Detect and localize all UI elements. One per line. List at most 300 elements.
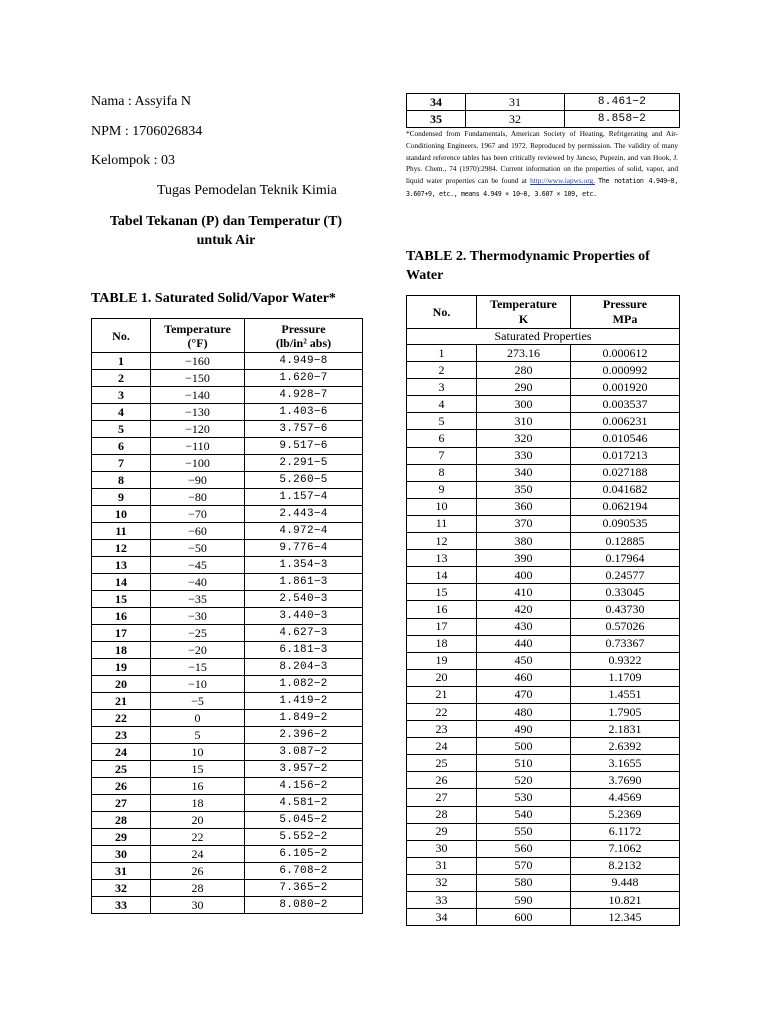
table1-cell-pressure: 3.757−6 — [245, 421, 363, 438]
table2-row — [407, 892, 680, 909]
table1-cell-no: 7 — [92, 455, 151, 472]
table1-cell-pressure: 1.354−3 — [245, 557, 363, 574]
table2-row — [407, 806, 680, 823]
table2-row — [407, 533, 680, 550]
table2-cell-no: 23 — [407, 721, 477, 738]
table1-cell-no: 15 — [92, 591, 151, 608]
table2-row — [407, 840, 680, 857]
table2-cell-temperature: 430 — [477, 618, 571, 635]
table1-cell-no: 6 — [92, 438, 151, 455]
table2-cell-no: 24 — [407, 738, 477, 755]
table1-header-pressure: Pressure (lb/in² abs) — [245, 319, 363, 353]
table1-cell-pressure: 5.045−2 — [245, 812, 363, 829]
table1-cell-pressure: 1.419−2 — [245, 693, 363, 710]
table1-cell-no: 2 — [92, 370, 151, 387]
iapws-link[interactable]: http://www.iapws.org. — [530, 176, 595, 186]
table2-row — [407, 447, 680, 464]
table2-caption-line2: Water — [406, 268, 444, 283]
table1-row — [92, 574, 363, 591]
table2-row — [407, 498, 680, 515]
table2-cell-pressure: 0.33045 — [571, 584, 680, 601]
table1-row — [92, 404, 363, 421]
table2-cell-no: 12 — [407, 533, 477, 550]
assignment-title: Tugas Pemodelan Teknik Kimia — [157, 183, 337, 198]
table2-cell-pressure: 0.73367 — [571, 635, 680, 652]
table2-row — [407, 362, 680, 379]
table1-cell-no: 3 — [92, 387, 151, 404]
table2 — [406, 295, 680, 926]
table1-row — [92, 557, 363, 574]
table2-cell-pressure: 0.001920 — [571, 379, 680, 396]
table1-cell-no: 29 — [92, 829, 151, 846]
table2-cell-pressure: 0.43730 — [571, 601, 680, 618]
table1-cell-no: 21 — [92, 693, 151, 710]
table2-cell-no: 29 — [407, 823, 477, 840]
table2-cell-pressure: 3.1655 — [571, 755, 680, 772]
table1-cell-pressure: 2.291−5 — [245, 455, 363, 472]
table2-cell-no: 21 — [407, 686, 477, 703]
table1 — [91, 318, 363, 914]
table1-cell-temperature: −90 — [151, 472, 245, 489]
table1-row — [92, 353, 363, 370]
table2-row — [407, 789, 680, 806]
table2-cell-pressure: 0.000612 — [571, 345, 680, 362]
table2-cell-pressure: 0.57026 — [571, 618, 680, 635]
table2-cell-temperature: 450 — [477, 652, 571, 669]
table1-cell-pressure: 4.627−3 — [245, 625, 363, 642]
table1-cell-temperature: −160 — [151, 353, 245, 370]
table2-row — [407, 618, 680, 635]
table2-cell-pressure: 0.062194 — [571, 498, 680, 515]
table1-cell-pressure: 1.861−3 — [245, 574, 363, 591]
document-title-line1: Tabel Tekanan (P) dan Temperatur (T) — [109, 214, 343, 229]
table1-row — [92, 846, 363, 863]
table2-header-temperature: Temperature K — [477, 296, 571, 329]
document-title-line2: untuk Air — [196, 233, 256, 248]
table1-row — [92, 897, 363, 914]
table2-cell-temperature: 580 — [477, 874, 571, 891]
table1-cell-temperature: −50 — [151, 540, 245, 557]
table2-row — [407, 515, 680, 532]
table2-row — [407, 635, 680, 652]
table1-cell-pressure: 4.928−7 — [245, 387, 363, 404]
table1-cell-temperature: 5 — [151, 727, 245, 744]
table2-cell-temperature: 500 — [477, 738, 571, 755]
table1-cell-temperature: −10 — [151, 676, 245, 693]
table2-cell-temperature: 540 — [477, 806, 571, 823]
table1-row — [92, 455, 363, 472]
table2-row — [407, 430, 680, 447]
table2-cell-pressure: 9.448 — [571, 874, 680, 891]
table2-cell-pressure: 12.345 — [571, 909, 680, 926]
table2-cell-no: 32 — [407, 874, 477, 891]
table1-cell-temperature: −15 — [151, 659, 245, 676]
table2-cell-temperature: 410 — [477, 584, 571, 601]
table1-cell-no: 1 — [92, 353, 151, 370]
table2-cell-temperature: 340 — [477, 464, 571, 481]
table1-cell-temperature: −45 — [151, 557, 245, 574]
table1-cell-no: 23 — [92, 727, 151, 744]
table2-cell-temperature: 550 — [477, 823, 571, 840]
table2-cell-pressure: 0.090535 — [571, 515, 680, 532]
table2-header-no: No. — [407, 296, 477, 329]
table1-row — [92, 744, 363, 761]
table2-cell-temperature: 420 — [477, 601, 571, 618]
table2-cell-pressure: 0.041682 — [571, 481, 680, 498]
table2-cell-pressure: 0.17964 — [571, 550, 680, 567]
table2-caption-line1: TABLE 2. Thermodynamic Properties of — [406, 249, 650, 264]
table1-row — [92, 676, 363, 693]
table1-cell-temperature: 28 — [151, 880, 245, 897]
table1-continued-cell-no: 34 — [407, 94, 466, 111]
table1-cell-temperature: 20 — [151, 812, 245, 829]
table2-cell-no: 4 — [407, 396, 477, 413]
table2-cell-pressure: 3.7690 — [571, 772, 680, 789]
table1-cell-temperature: 26 — [151, 863, 245, 880]
table1-row — [92, 812, 363, 829]
table1-cell-no: 25 — [92, 761, 151, 778]
table2-cell-temperature: 600 — [477, 909, 571, 926]
table1-row — [92, 472, 363, 489]
table2-cell-temperature: 530 — [477, 789, 571, 806]
table1-row — [92, 370, 363, 387]
table1-row — [92, 880, 363, 897]
table1-cell-no: 28 — [92, 812, 151, 829]
table1-cell-pressure: 1.157−4 — [245, 489, 363, 506]
table1-cell-pressure: 9.517−6 — [245, 438, 363, 455]
table2-cell-temperature: 290 — [477, 379, 571, 396]
table2-cell-no: 11 — [407, 515, 477, 532]
table1-continued-body — [407, 94, 680, 128]
table1-row — [92, 387, 363, 404]
table2-row — [407, 738, 680, 755]
table2-cell-pressure: 0.003537 — [571, 396, 680, 413]
table1-cell-no: 16 — [92, 608, 151, 625]
table1-continued-cell-temperature: 31 — [466, 94, 565, 111]
table2-row — [407, 823, 680, 840]
table2-cell-no: 7 — [407, 447, 477, 464]
table2-cell-temperature: 590 — [477, 892, 571, 909]
table2-cell-no: 19 — [407, 652, 477, 669]
table1-cell-temperature: 0 — [151, 710, 245, 727]
table1-row — [92, 863, 363, 880]
table2-cell-temperature: 490 — [477, 721, 571, 738]
table2-cell-no: 33 — [407, 892, 477, 909]
table1-cell-pressure: 5.552−2 — [245, 829, 363, 846]
table1-cell-temperature: −120 — [151, 421, 245, 438]
table2-cell-pressure: 0.12885 — [571, 533, 680, 550]
table2-row — [407, 703, 680, 720]
table1-cell-pressure: 6.105−2 — [245, 846, 363, 863]
table2-cell-pressure: 0.006231 — [571, 413, 680, 430]
table2-row — [407, 652, 680, 669]
table1-cell-no: 24 — [92, 744, 151, 761]
table1-row — [92, 710, 363, 727]
table2-cell-temperature: 380 — [477, 533, 571, 550]
table2-cell-no: 18 — [407, 635, 477, 652]
table2-row — [407, 755, 680, 772]
table1-cell-pressure: 6.708−2 — [245, 863, 363, 880]
table1-row — [92, 778, 363, 795]
table1-cell-pressure: 2.443−4 — [245, 506, 363, 523]
table1-cell-pressure: 1.849−2 — [245, 710, 363, 727]
table1-cell-temperature: −30 — [151, 608, 245, 625]
table2-cell-no: 26 — [407, 772, 477, 789]
table1-cell-temperature: 22 — [151, 829, 245, 846]
table1-cell-no: 26 — [92, 778, 151, 795]
table2-cell-no: 25 — [407, 755, 477, 772]
table2-cell-no: 15 — [407, 584, 477, 601]
table2-row — [407, 379, 680, 396]
table1-header-no: No. — [92, 319, 151, 353]
table2-cell-no: 8 — [407, 464, 477, 481]
table2-cell-temperature: 273.16 — [477, 345, 571, 362]
table2-cell-temperature: 400 — [477, 567, 571, 584]
table1-row — [92, 693, 363, 710]
table2-cell-pressure: 8.2132 — [571, 857, 680, 874]
table2-cell-pressure: 0.017213 — [571, 447, 680, 464]
table1-cell-pressure: 4.949−8 — [245, 353, 363, 370]
table1-cell-no: 20 — [92, 676, 151, 693]
table1-cell-no: 18 — [92, 642, 151, 659]
table1-cell-pressure: 5.260−5 — [245, 472, 363, 489]
table1-row — [92, 540, 363, 557]
table2-cell-temperature: 570 — [477, 857, 571, 874]
table2-cell-pressure: 10.821 — [571, 892, 680, 909]
table1-cell-pressure: 3.087−2 — [245, 744, 363, 761]
table2-cell-temperature: 370 — [477, 515, 571, 532]
table2-cell-temperature: 440 — [477, 635, 571, 652]
table2-cell-temperature: 350 — [477, 481, 571, 498]
table2-row — [407, 550, 680, 567]
table2-cell-temperature: 360 — [477, 498, 571, 515]
table1-row — [92, 642, 363, 659]
table1-row — [92, 625, 363, 642]
table1-cell-pressure: 4.581−2 — [245, 795, 363, 812]
table1-continued — [406, 93, 680, 128]
table1-cell-pressure: 2.396−2 — [245, 727, 363, 744]
table2-cell-no: 34 — [407, 909, 477, 926]
table2-cell-no: 5 — [407, 413, 477, 430]
table2-cell-temperature: 390 — [477, 550, 571, 567]
table1-row — [92, 421, 363, 438]
table1-cell-no: 4 — [92, 404, 151, 421]
table1-cell-temperature: −80 — [151, 489, 245, 506]
table2-row — [407, 345, 680, 362]
table2-cell-temperature: 520 — [477, 772, 571, 789]
table1-row — [92, 591, 363, 608]
table2-cell-pressure: 2.6392 — [571, 738, 680, 755]
table2-cell-pressure: 6.1172 — [571, 823, 680, 840]
table1-cell-temperature: −150 — [151, 370, 245, 387]
table2-cell-pressure: 1.4551 — [571, 686, 680, 703]
table2-row — [407, 567, 680, 584]
table2-cell-pressure: 0.000992 — [571, 362, 680, 379]
table2-cell-pressure: 5.2369 — [571, 806, 680, 823]
table2-cell-temperature: 510 — [477, 755, 571, 772]
footnote-notation: The notation 4.949−8, 3.607+9, etc., means 4.949 × 10−8, 3.607 × 109, etc. — [406, 177, 678, 198]
document-title — [91, 212, 361, 250]
table1-cell-temperature: −140 — [151, 387, 245, 404]
table2-row — [407, 669, 680, 686]
table1-cell-temperature: −20 — [151, 642, 245, 659]
table1-caption: TABLE 1. Saturated Solid/Vapor Water* — [91, 291, 336, 306]
table1-cell-no: 12 — [92, 540, 151, 557]
table2-row — [407, 857, 680, 874]
table1-cell-pressure: 7.365−2 — [245, 880, 363, 897]
table1-cell-pressure: 8.204−3 — [245, 659, 363, 676]
table2-cell-pressure: 0.9322 — [571, 652, 680, 669]
table2-cell-no: 10 — [407, 498, 477, 515]
table1-cell-no: 14 — [92, 574, 151, 591]
table1-cell-temperature: −130 — [151, 404, 245, 421]
table1-cell-pressure: 6.181−3 — [245, 642, 363, 659]
table1-cell-pressure: 1.403−6 — [245, 404, 363, 421]
footnote-text: *Condensed from Fundamentals, American Society of Heating, Refrigerating and Air-Conditioning Engineers, 1967 and 1972. Reproduced by permission. The validity of many standard reference tables has been critically reviewed by Jancso, Pupezin, and van Hook, J. Phys. Chem., 74 (1970):2984. Current information on the properties of solid, vapor, and liquid water properties can be found at — [406, 129, 678, 186]
table1-cell-no: 30 — [92, 846, 151, 863]
table1-cell-no: 17 — [92, 625, 151, 642]
table1-cell-no: 27 — [92, 795, 151, 812]
table1-cell-pressure: 8.080−2 — [245, 897, 363, 914]
table1-cell-no: 10 — [92, 506, 151, 523]
table2-cell-temperature: 300 — [477, 396, 571, 413]
table2-row — [407, 464, 680, 481]
table2-body — [407, 329, 680, 926]
table2-cell-no: 9 — [407, 481, 477, 498]
table2-cell-temperature: 560 — [477, 840, 571, 857]
table1-cell-temperature: −25 — [151, 625, 245, 642]
table2-cell-no: 31 — [407, 857, 477, 874]
table1-cell-temperature: 16 — [151, 778, 245, 795]
table2-row — [407, 601, 680, 618]
table1-cell-temperature: 24 — [151, 846, 245, 863]
table1-body — [92, 353, 363, 914]
table2-cell-no: 16 — [407, 601, 477, 618]
table1-row — [92, 438, 363, 455]
table2-cell-temperature: 310 — [477, 413, 571, 430]
table2-cell-pressure: 0.027188 — [571, 464, 680, 481]
table1-cell-temperature: 30 — [151, 897, 245, 914]
table1-continued-cell-pressure: 8.858−2 — [565, 111, 680, 128]
table1-row — [92, 761, 363, 778]
table2-row — [407, 584, 680, 601]
table2-cell-temperature: 470 — [477, 686, 571, 703]
table1-cell-pressure: 4.972−4 — [245, 523, 363, 540]
table1-cell-temperature: −35 — [151, 591, 245, 608]
table1-header-temperature: Temperature (°F) — [151, 319, 245, 353]
table1-cell-no: 33 — [92, 897, 151, 914]
student-npm: NPM : 1706026834 — [91, 124, 203, 139]
table2-cell-pressure: 4.4569 — [571, 789, 680, 806]
table2-cell-no: 28 — [407, 806, 477, 823]
table2-section-label: Saturated Properties — [407, 329, 680, 345]
table2-row — [407, 772, 680, 789]
table1-continued-cell-no: 35 — [407, 111, 466, 128]
table2-cell-pressure: 2.1831 — [571, 721, 680, 738]
table1-cell-pressure: 2.540−3 — [245, 591, 363, 608]
table2-row — [407, 686, 680, 703]
table1-cell-pressure: 1.082−2 — [245, 676, 363, 693]
footnote — [406, 128, 678, 201]
table1-row — [92, 506, 363, 523]
table1-cell-no: 22 — [92, 710, 151, 727]
table1-cell-no: 8 — [92, 472, 151, 489]
table1-continued-cell-pressure: 8.461−2 — [565, 94, 680, 111]
table2-cell-no: 2 — [407, 362, 477, 379]
table1-row — [92, 795, 363, 812]
table1-cell-pressure: 4.156−2 — [245, 778, 363, 795]
table1-cell-pressure: 1.620−7 — [245, 370, 363, 387]
table2-cell-pressure: 0.010546 — [571, 430, 680, 447]
table2-cell-no: 13 — [407, 550, 477, 567]
table2-cell-no: 6 — [407, 430, 477, 447]
table1-row — [92, 727, 363, 744]
table1-continued-row — [407, 111, 680, 128]
table1-cell-temperature: −70 — [151, 506, 245, 523]
table2-row — [407, 721, 680, 738]
table2-row — [407, 909, 680, 926]
table1-row — [92, 659, 363, 676]
table2-cell-no: 14 — [407, 567, 477, 584]
table1-row — [92, 829, 363, 846]
table1-row — [92, 608, 363, 625]
student-name: Nama : Assyifa N — [91, 94, 191, 109]
table1-cell-no: 11 — [92, 523, 151, 540]
table1-cell-temperature: 10 — [151, 744, 245, 761]
table2-cell-no: 22 — [407, 703, 477, 720]
table2-cell-temperature: 460 — [477, 669, 571, 686]
table1-cell-no: 5 — [92, 421, 151, 438]
table1-cell-temperature: −60 — [151, 523, 245, 540]
table1-cell-temperature: −5 — [151, 693, 245, 710]
table2-cell-no: 27 — [407, 789, 477, 806]
table2-cell-no: 17 — [407, 618, 477, 635]
table1-cell-pressure: 3.957−2 — [245, 761, 363, 778]
student-group: Kelompok : 03 — [91, 153, 175, 168]
table2-cell-pressure: 7.1062 — [571, 840, 680, 857]
table2-cell-temperature: 330 — [477, 447, 571, 464]
table1-cell-no: 19 — [92, 659, 151, 676]
table1-cell-temperature: −100 — [151, 455, 245, 472]
table1-cell-temperature: −110 — [151, 438, 245, 455]
table1-row — [92, 489, 363, 506]
table1-cell-temperature: 18 — [151, 795, 245, 812]
table1-cell-pressure: 3.440−3 — [245, 608, 363, 625]
table1-continued-row — [407, 94, 680, 111]
table2-cell-pressure: 1.1709 — [571, 669, 680, 686]
table2-cell-pressure: 0.24577 — [571, 567, 680, 584]
table1-cell-temperature: 15 — [151, 761, 245, 778]
table2-caption — [406, 247, 686, 285]
table1-cell-pressure: 9.776−4 — [245, 540, 363, 557]
table1-cell-no: 31 — [92, 863, 151, 880]
table1-cell-no: 9 — [92, 489, 151, 506]
table2-cell-temperature: 280 — [477, 362, 571, 379]
table1-row — [92, 523, 363, 540]
table1-continued-cell-temperature: 32 — [466, 111, 565, 128]
table2-cell-no: 3 — [407, 379, 477, 396]
table2-cell-no: 30 — [407, 840, 477, 857]
table2-row — [407, 396, 680, 413]
table1-cell-no: 32 — [92, 880, 151, 897]
table1-cell-no: 13 — [92, 557, 151, 574]
table2-row — [407, 413, 680, 430]
table2-cell-no: 1 — [407, 345, 477, 362]
table2-cell-no: 20 — [407, 669, 477, 686]
table1-cell-temperature: −40 — [151, 574, 245, 591]
table2-cell-pressure: 1.7905 — [571, 703, 680, 720]
table2-row — [407, 481, 680, 498]
